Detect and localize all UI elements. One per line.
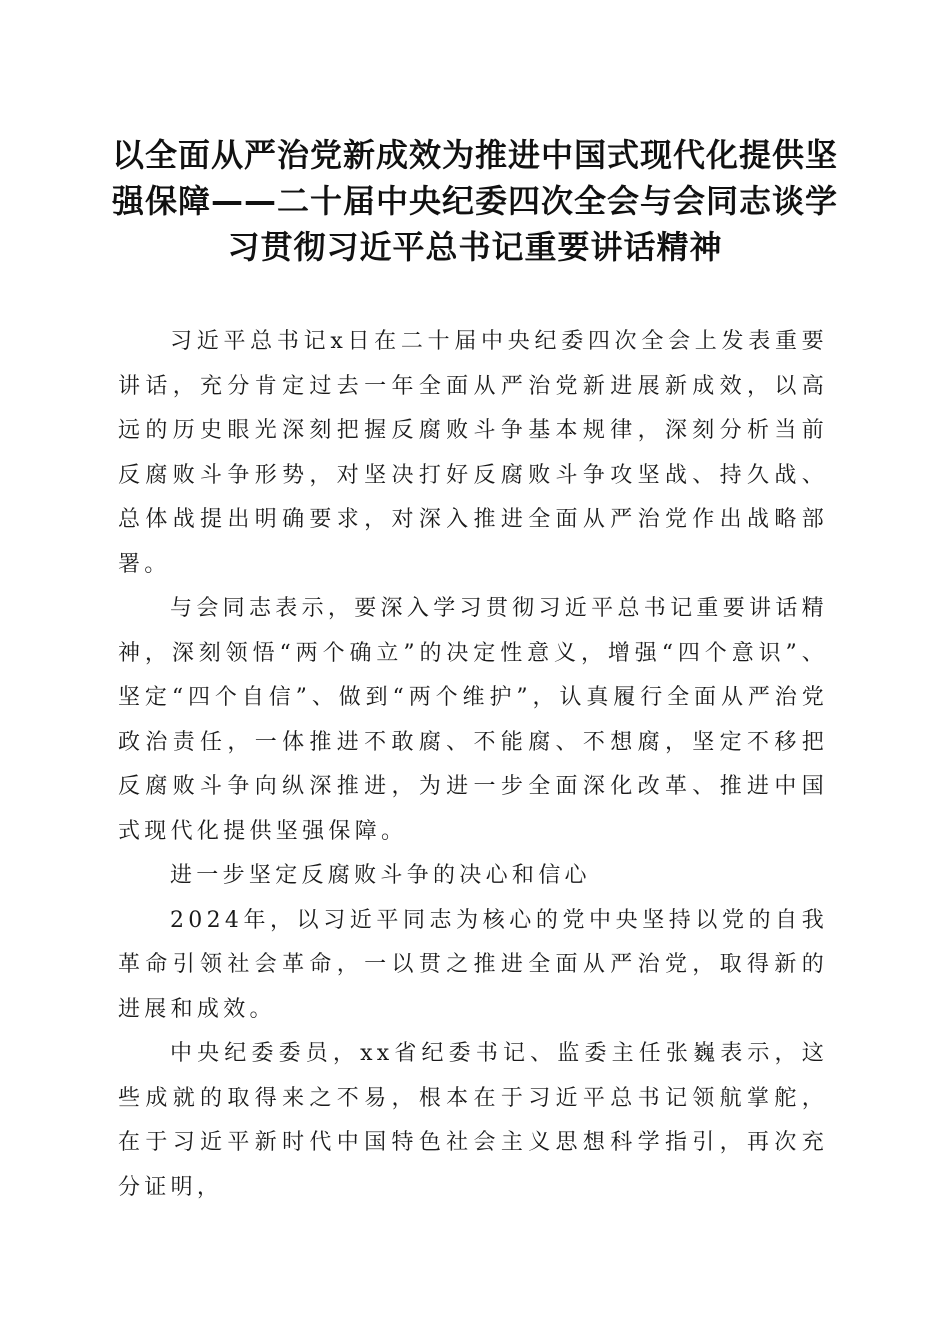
section-heading: 进一步坚定反腐败斗争的决心和信心 [170, 863, 591, 888]
document-title: 以全面从严治党新成效为推进中国式现代化提供坚强保障——二十届中央纪委四次全会与会同志谈学习贯彻习近平总书记重要讲话精神 [111, 136, 838, 266]
document-body [118, 320, 828, 1210]
paragraph: 习近平总书记x日在二十届中央纪委四次全会上发表重要讲话，充分肯定过去一年全面从严治党新进展新成效，以高远的历史眼光深刻把握反腐败斗争基本规律，深刻分析当前反腐败斗争形势，对坚决打好反腐败斗争攻坚战、持久战、总体战提出明确要求，对深入推进全面从严治党作出战略部署。 [118, 329, 828, 577]
paragraph: 2024年，以习近平同志为核心的党中央坚持以党的自我革命引领社会革命，一以贯之推进全面从严治党，取得新的进展和成效。 [118, 907, 828, 1022]
paragraph: 中央纪委委员，xx省纪委书记、监委主任张巍表示，这些成就的取得来之不易，根本在于习近平总书记领航掌舵，在于习近平新时代中国特色社会主义思想科学指引，再次充分证明， [118, 1041, 828, 1200]
paragraph: 与会同志表示，要深入学习贯彻习近平总书记重要讲话精神，深刻领悟“两个确立”的决定性意义，增强“四个意识”、坚定“四个自信”、做到“两个维护”，认真履行全面从严治党政治责任，一体推进不敢腐、不能腐、不想腐，坚定不移把反腐败斗争向纵深推进，为进一步全面深化改革、推进中国式现代化提供坚强保障。 [118, 596, 828, 844]
